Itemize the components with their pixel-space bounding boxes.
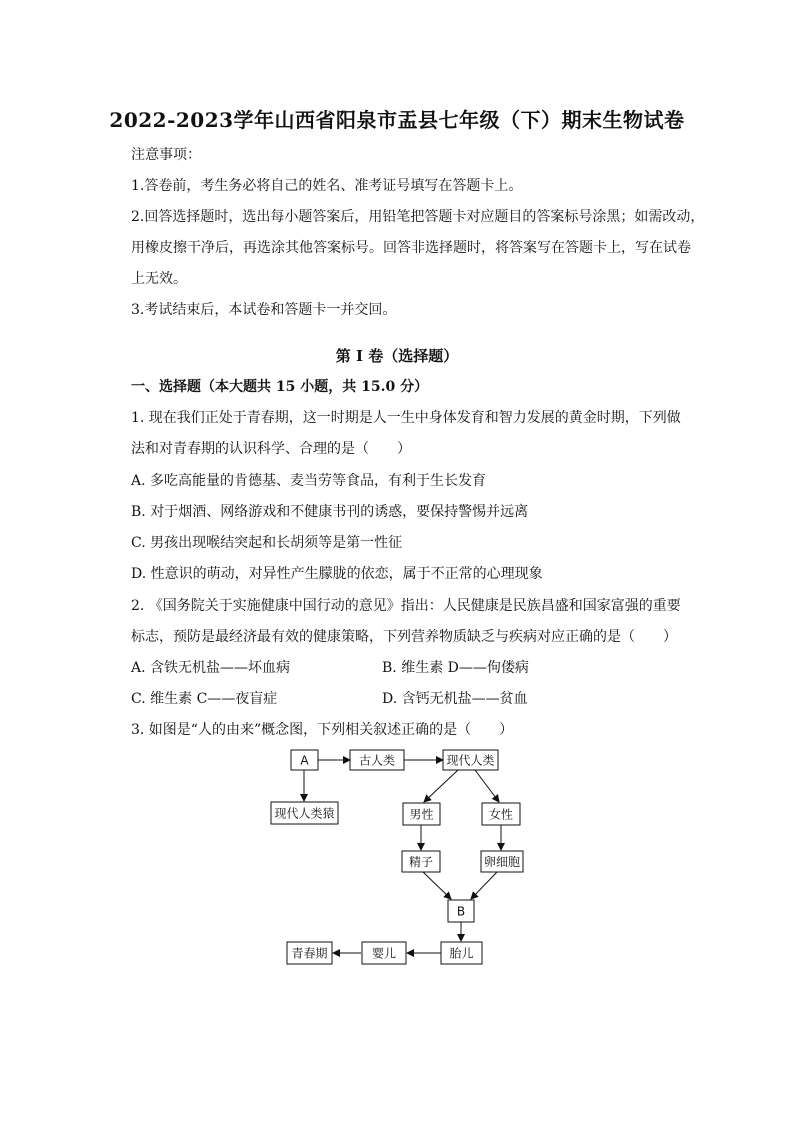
node-sperm: [402, 851, 440, 872]
arrow-modern-male: [424, 770, 458, 802]
node-modern-human: [443, 750, 498, 770]
node-modern-human-label: 现代人类: [446, 753, 495, 768]
notice-item-1: 1.答卷前，考生务必将自己的姓名、准考证号填写在答题卡上。: [131, 178, 523, 194]
node-infant-label: 婴儿: [371, 946, 397, 961]
node-sperm-label: 精子: [408, 855, 434, 869]
notice-item-3: 3.考试结束后，本试卷和答题卡一并交回。: [131, 302, 397, 318]
node-ancient-human: [350, 750, 404, 770]
arrow-modern-female: [475, 770, 499, 802]
q1-option-c: C. 男孩出现喉结突起和长胡须等是第一性征: [131, 535, 403, 551]
section-subheading: 一、选择题（本大题共 15 小题，共 15.0 分）: [131, 379, 429, 395]
arrow-sperm-b: [423, 872, 451, 899]
q1-stem-line-2: 法和对青春期的认识科学、合理的是（ ）: [131, 441, 411, 457]
q3-stem: 3. 如图是“人的由来”概念图，下列相关叙述正确的是（ ）: [131, 722, 514, 738]
node-b: [448, 900, 474, 922]
node-a: [291, 750, 318, 770]
node-egg-label: 卵细胞: [483, 855, 521, 869]
page-title: 2022-2023学年山西省阳泉市盂县七年级（下）期末生物试卷: [109, 108, 685, 132]
node-fetus-label: 胎儿: [449, 946, 474, 961]
q1-stem-line-1: 1. 现在我们正处于青春期，这一时期是人一生中身体发育和智力发展的黄金时期，下列做: [131, 410, 681, 426]
notice-heading: 注意事项：: [131, 147, 201, 163]
q2-option-b: B. 维生素 D——佝偻病: [382, 660, 529, 676]
node-modern-ape-label: 现代人类猿: [274, 806, 335, 821]
q2-option-a: A. 含铁无机盐——坏血病: [131, 660, 291, 676]
node-b-label: B: [456, 904, 466, 919]
notice-item-2: 2.回答选择题时，选出每小题答案后，用铅笔把答题卡对应题目的答案标号涂黑；如需改动，: [131, 209, 705, 225]
node-male-label: 男性: [409, 807, 434, 822]
notice-item-2-end: 上无效。: [131, 271, 187, 287]
node-egg: [481, 851, 523, 872]
node-ancient-human-label: 古人类: [358, 753, 396, 768]
notice-item-2-cont: 用橡皮擦干净后，再选涂其他答案标号。回答非选择题时，将答案写在答题卡上，写在试卷: [131, 240, 691, 256]
node-puberty: [287, 942, 332, 964]
q1-option-b: B. 对于烟酒、网络游戏和不健康书刊的诱惑，要保持警惕并远离: [131, 504, 529, 520]
q2-stem-line-1: 2. 《国务院关于实施健康中国行动的意见》指出：人民健康是民族昌盛和国家富强的重要: [131, 598, 681, 614]
q2-option-d: D. 含钙无机盐——贫血: [382, 691, 528, 707]
node-female: [482, 803, 520, 825]
node-a-label: A: [300, 753, 309, 768]
q2-option-c: C. 维生素 C——夜盲症: [131, 691, 278, 707]
node-female-label: 女性: [488, 807, 514, 822]
node-infant: [362, 942, 406, 964]
node-modern-ape: [271, 802, 338, 824]
q1-option-d: D. 性意识的萌动，对异性产生朦胧的依恋，属于不正常的心理现象: [131, 566, 543, 582]
node-fetus: [441, 942, 482, 964]
node-male: [403, 803, 440, 825]
section-heading: 第 I 卷（选择题）: [335, 347, 459, 365]
q2-stem-line-2: 标志，预防是最经济最有效的健康策略，下列营养物质缺乏与疾病对应正确的是（ ）: [131, 629, 677, 645]
arrow-egg-b: [471, 872, 497, 899]
node-puberty-label: 青春期: [291, 946, 328, 961]
q1-option-a: A. 多吃高能量的肯德基、麦当劳等食品，有利于生长发育: [131, 473, 487, 489]
